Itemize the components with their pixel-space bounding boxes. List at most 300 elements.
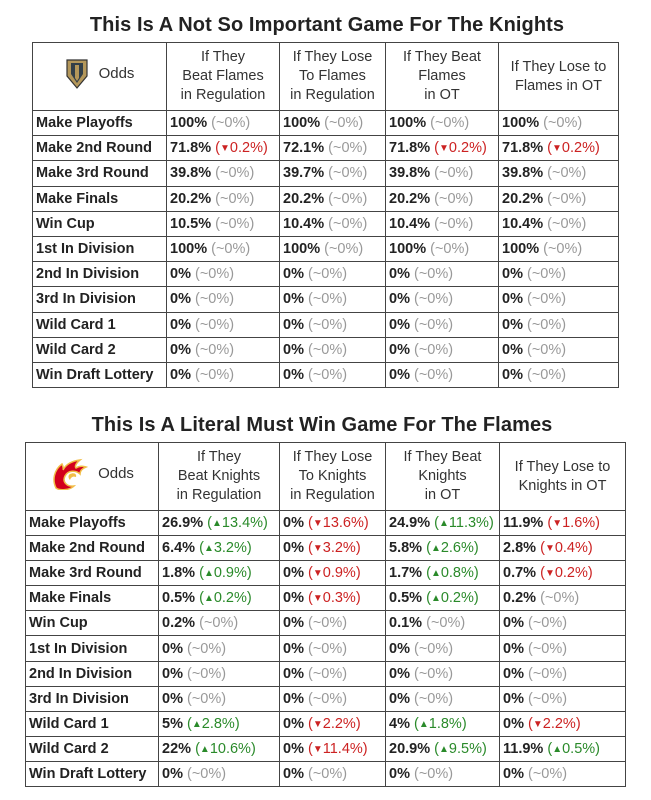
odds-value: 0% — [389, 690, 410, 707]
column-header — [280, 443, 386, 511]
odds-value: 20.9% — [389, 740, 431, 757]
odds-change: (▼1.6%) — [547, 515, 601, 532]
odds-value: 0% — [170, 266, 191, 283]
odds-change-value: 0.4% — [554, 540, 588, 557]
column-header-line: If They — [200, 49, 246, 65]
column-header-line: If They — [196, 449, 242, 465]
odds-change: (~0%) — [308, 366, 348, 383]
column-header-line: Flames — [418, 68, 466, 84]
down-triangle-icon: ▼ — [312, 543, 323, 555]
odds-change: (~0%) — [195, 316, 235, 333]
odds-value: 0% — [283, 540, 304, 557]
odds-change-value: ~0% — [532, 690, 563, 707]
odds-value: 0% — [503, 640, 524, 657]
odds-value: 0% — [503, 665, 524, 682]
row-label: Win Draft Lottery — [26, 761, 159, 786]
odds-change: (▲0.5%) — [547, 740, 601, 757]
odds-value: 0% — [283, 690, 304, 707]
odds-change-value: ~0% — [215, 115, 246, 132]
odds-change: (~0%) — [199, 615, 239, 632]
odds-value: 5.8% — [389, 540, 423, 557]
column-header-line: Knights — [418, 468, 467, 484]
odds-cell — [499, 186, 619, 211]
odds-cell — [159, 711, 280, 736]
odds-change: (▲0.8%) — [426, 565, 479, 582]
odds-cell — [386, 236, 499, 261]
odds-value: 20.2% — [283, 190, 325, 207]
odds-cell — [280, 262, 386, 287]
odds-change-value: ~0% — [418, 316, 449, 333]
odds-change-value: ~0% — [418, 690, 449, 707]
odds-cell — [167, 111, 280, 136]
odds-change: (~0%) — [211, 115, 251, 132]
odds-change-value: ~0% — [220, 190, 250, 207]
odds-cell — [386, 362, 499, 387]
odds-cell — [386, 736, 500, 761]
odds-change: (▲13.4%) — [207, 515, 268, 532]
odds-change-value: 0.2% — [229, 140, 263, 157]
odds-change: (▼3.2%) — [308, 540, 361, 557]
odds-cell — [167, 211, 280, 236]
row-label: Make Finals — [26, 586, 159, 611]
odds-cell — [386, 636, 500, 661]
odds-change: (▼2.2%) — [308, 715, 361, 732]
down-triangle-icon: ▼ — [312, 518, 323, 530]
odds-cell — [280, 236, 386, 261]
odds-change-value: ~0% — [544, 590, 575, 607]
odds-change: (~0%) — [215, 165, 255, 182]
table-row — [33, 337, 619, 362]
odds-change-value: ~0% — [312, 615, 343, 632]
odds-change-value: ~0% — [312, 341, 343, 358]
odds-cell — [167, 362, 280, 387]
odds-cell — [386, 111, 499, 136]
table-row — [26, 761, 626, 786]
odds-change: (~0%) — [328, 215, 368, 232]
odds-value: 20.2% — [170, 190, 212, 207]
odds-cell — [280, 136, 386, 161]
odds-change-value: 0.2% — [448, 140, 482, 157]
odds-value: 0.7% — [503, 565, 537, 582]
odds-change: (▼0.2%) — [540, 565, 593, 582]
odds-change: (▲11.3%) — [434, 515, 494, 532]
down-triangle-icon: ▼ — [312, 718, 323, 730]
odds-value: 11.9% — [503, 515, 544, 532]
odds-value: 0% — [502, 341, 523, 358]
row-label: Wild Card 1 — [26, 711, 159, 736]
odds-change-value: 11.3% — [448, 515, 489, 532]
table-row — [33, 287, 619, 312]
odds-cell — [159, 536, 280, 561]
odds-change-value: ~0% — [439, 165, 469, 182]
odds-cell — [499, 236, 619, 261]
table-row — [33, 186, 619, 211]
odds-value: 0% — [162, 690, 183, 707]
odds-cell — [159, 761, 280, 786]
odds-value: 0% — [170, 316, 191, 333]
odds-change: (~0%) — [308, 291, 348, 308]
odds-change: (~0%) — [547, 190, 587, 207]
odds-change: (~0%) — [414, 316, 454, 333]
odds-value: 39.8% — [389, 165, 431, 182]
up-triangle-icon: ▲ — [203, 543, 214, 555]
table-row — [26, 686, 626, 711]
odds-cell — [386, 511, 500, 536]
row-label: Make 3rd Round — [26, 561, 159, 586]
odds-cell — [386, 186, 499, 211]
column-header-line: If They Beat — [403, 49, 481, 65]
odds-cell — [280, 561, 386, 586]
odds-value: 22% — [162, 740, 192, 757]
odds-value: 100% — [170, 115, 208, 132]
odds-value: 5% — [162, 715, 183, 732]
odds-change: (~0%) — [527, 316, 567, 333]
odds-cell — [500, 761, 626, 786]
odds-cell — [499, 262, 619, 287]
odds-change: (~0%) — [215, 190, 255, 207]
odds-value: 0% — [389, 266, 410, 283]
odds-change: (~0%) — [308, 266, 348, 283]
odds-change-value: ~0% — [531, 366, 562, 383]
odds-cell — [159, 661, 280, 686]
odds-change: (~0%) — [414, 366, 454, 383]
odds-cell — [280, 312, 386, 337]
odds-value: 71.8% — [389, 140, 431, 157]
odds-value: 0% — [389, 341, 410, 358]
odds-value: 0% — [502, 366, 523, 383]
odds-cell — [386, 287, 499, 312]
odds-change-value: ~0% — [312, 316, 343, 333]
odds-change: (▲2.6%) — [426, 540, 479, 557]
odds-value: 10.4% — [283, 215, 325, 232]
row-label: Wild Card 2 — [33, 337, 167, 362]
odds-value: 39.8% — [170, 165, 212, 182]
odds-change: (~0%) — [540, 590, 580, 607]
odds-cell — [500, 686, 626, 711]
odds-cell — [159, 586, 280, 611]
down-triangle-icon: ▼ — [544, 568, 555, 580]
table-row — [26, 711, 626, 736]
odds-change: (▼13.6%) — [308, 515, 369, 532]
odds-cell — [280, 287, 386, 312]
odds-value: 0% — [162, 665, 183, 682]
odds-change: (▲10.6%) — [195, 740, 256, 757]
odds-cell — [386, 136, 499, 161]
row-label: 2nd In Division — [33, 262, 167, 287]
odds-change-value: ~0% — [199, 366, 230, 383]
odds-change: (~0%) — [414, 266, 454, 283]
odds-cell — [499, 362, 619, 387]
odds-cell — [280, 211, 386, 236]
odds-change: (▼0.2%) — [547, 140, 600, 157]
odds-cell — [159, 561, 280, 586]
down-triangle-icon: ▼ — [552, 143, 562, 155]
odds-change: (~0%) — [414, 690, 454, 707]
odds-change-value: ~0% — [547, 241, 578, 258]
row-label: Win Cup — [33, 211, 167, 236]
odds-change: (~0%) — [328, 140, 368, 157]
odds-change: (~0%) — [543, 241, 583, 258]
odds-change-value: ~0% — [532, 615, 563, 632]
odds-cell — [167, 287, 280, 312]
odds-change: (~0%) — [430, 241, 470, 258]
odds-change: (▼0.2%) — [215, 140, 268, 157]
odds-change-value: ~0% — [191, 690, 222, 707]
column-header — [499, 43, 619, 111]
odds-cell — [167, 161, 280, 186]
odds-cell — [386, 611, 500, 636]
odds-cell — [280, 736, 386, 761]
odds-value: 0% — [283, 590, 304, 607]
odds-cell — [280, 186, 386, 211]
table-row — [26, 736, 626, 761]
column-header — [280, 43, 386, 111]
odds-value: 0% — [283, 316, 304, 333]
table-row — [33, 211, 619, 236]
column-header-line: in Regulation — [180, 87, 266, 103]
odds-value: 39.7% — [283, 165, 325, 182]
odds-cell — [386, 161, 499, 186]
odds-cell — [500, 511, 626, 536]
up-triangle-icon: ▲ — [418, 718, 429, 730]
row-label: 1st In Division — [33, 236, 167, 261]
odds-change-value: ~0% — [333, 215, 363, 232]
odds-cell — [500, 736, 626, 761]
odds-change: (~0%) — [543, 115, 583, 132]
odds-change-value: ~0% — [312, 690, 343, 707]
table-row — [26, 536, 626, 561]
odds-change: (~0%) — [308, 640, 348, 657]
flames-odds-table — [25, 442, 626, 787]
odds-cell — [386, 262, 499, 287]
odds-change-value: ~0% — [418, 665, 449, 682]
up-triangle-icon: ▲ — [439, 518, 449, 530]
odds-change: (~0%) — [308, 690, 348, 707]
odds-change: (~0%) — [527, 341, 567, 358]
odds-value: 0% — [283, 515, 304, 532]
table-row — [26, 661, 626, 686]
odds-change: (~0%) — [211, 241, 251, 258]
odds-value: 0% — [283, 615, 304, 632]
odds-cell — [386, 586, 500, 611]
odds-change: (~0%) — [187, 640, 227, 657]
odds-cell — [167, 186, 280, 211]
odds-label: Odds — [98, 65, 135, 82]
knights-odds-table — [32, 42, 619, 388]
odds-change: (~0%) — [426, 615, 466, 632]
table-row — [33, 161, 619, 186]
odds-value: 0% — [389, 640, 410, 657]
odds-cell — [280, 536, 386, 561]
odds-cell — [280, 161, 386, 186]
column-header-line: If They Lose — [292, 49, 373, 65]
row-label: Make Finals — [33, 186, 167, 211]
table-row — [33, 136, 619, 161]
column-header-line: Knights in OT — [518, 477, 607, 494]
odds-label: Odds — [98, 465, 134, 482]
odds-value: 0% — [389, 765, 410, 782]
column-header — [386, 43, 499, 111]
odds-change-value: ~0% — [199, 341, 230, 358]
column-header-line: If They Lose to — [514, 458, 611, 475]
odds-change-value: ~0% — [215, 241, 246, 258]
odds-change-value: ~0% — [203, 615, 234, 632]
column-header-line: If They Lose — [292, 449, 373, 465]
odds-change-value: ~0% — [312, 266, 343, 283]
knights-table-title: This Is A Not So Important Game For The Knights — [89, 14, 565, 36]
odds-change-value: ~0% — [191, 665, 222, 682]
odds-value: 0% — [283, 640, 304, 657]
odds-change: (▲9.5%) — [434, 740, 487, 757]
odds-change: (~0%) — [527, 291, 567, 308]
odds-cell — [386, 536, 500, 561]
odds-change: (~0%) — [187, 765, 227, 782]
odds-cell — [386, 686, 500, 711]
row-label: Make Playoffs — [26, 511, 159, 536]
up-triangle-icon: ▲ — [430, 543, 441, 555]
odds-cell — [500, 586, 626, 611]
odds-change-value: 2.2% — [322, 715, 356, 732]
up-triangle-icon: ▲ — [439, 743, 449, 755]
odds-value: 0% — [170, 366, 191, 383]
odds-change-value: 2.8% — [201, 715, 235, 732]
odds-change: (~0%) — [324, 115, 364, 132]
up-triangle-icon: ▲ — [199, 743, 210, 755]
odds-change: (~0%) — [215, 215, 255, 232]
odds-cell — [280, 686, 386, 711]
odds-value: 0% — [170, 291, 191, 308]
odds-cell — [499, 161, 619, 186]
table-row — [33, 312, 619, 337]
odds-change-value: ~0% — [418, 765, 449, 782]
odds-value: 0% — [389, 665, 410, 682]
odds-value: 72.1% — [283, 140, 325, 157]
odds-value: 71.8% — [170, 140, 212, 157]
calgary-flames-c-icon — [50, 458, 88, 490]
odds-change: (~0%) — [328, 165, 368, 182]
odds-value: 11.9% — [503, 740, 544, 757]
odds-change: (▲3.2%) — [199, 540, 252, 557]
odds-cell — [500, 611, 626, 636]
odds-value: 2.8% — [503, 540, 537, 557]
odds-change: (~0%) — [308, 665, 348, 682]
odds-change: (▲2.8%) — [187, 715, 240, 732]
down-triangle-icon: ▼ — [312, 568, 323, 580]
odds-value: 0.5% — [389, 590, 423, 607]
odds-change-value: ~0% — [312, 665, 343, 682]
column-header — [500, 443, 626, 511]
odds-cell — [499, 211, 619, 236]
odds-value: 0% — [170, 341, 191, 358]
odds-change-value: ~0% — [191, 640, 222, 657]
odds-value: 0% — [389, 366, 410, 383]
odds-cell — [159, 686, 280, 711]
odds-cell — [386, 711, 500, 736]
odds-change-value: ~0% — [333, 140, 363, 157]
row-label: Make 3rd Round — [33, 161, 167, 186]
odds-change-value: 1.8% — [428, 715, 462, 732]
odds-cell — [167, 312, 280, 337]
odds-change: (▼11.4%) — [308, 740, 368, 757]
odds-change: (~0%) — [187, 690, 227, 707]
row-label: 2nd In Division — [26, 661, 159, 686]
odds-change-value: 0.9% — [322, 565, 356, 582]
column-header-line: If They Lose to — [510, 58, 607, 75]
odds-change: (~0%) — [434, 215, 474, 232]
odds-change: (~0%) — [527, 366, 567, 383]
odds-value: 0% — [283, 765, 304, 782]
odds-change: (~0%) — [547, 165, 587, 182]
row-label: 3rd In Division — [26, 686, 159, 711]
odds-value: 100% — [389, 115, 427, 132]
table-row — [26, 561, 626, 586]
odds-cell — [499, 312, 619, 337]
table-row — [33, 262, 619, 287]
odds-change: (~0%) — [414, 291, 454, 308]
column-header-line: in OT — [424, 487, 461, 503]
odds-value: 24.9% — [389, 515, 431, 532]
odds-value: 10.4% — [502, 215, 544, 232]
odds-cell — [280, 586, 386, 611]
odds-value: 20.2% — [389, 190, 431, 207]
knights-corner-cell — [33, 43, 167, 111]
odds-change-value: ~0% — [430, 615, 461, 632]
up-triangle-icon: ▲ — [203, 593, 214, 605]
odds-value: 0% — [162, 765, 183, 782]
odds-change-value: 0.8% — [440, 565, 474, 582]
odds-value: 0.2% — [162, 615, 196, 632]
odds-cell — [159, 736, 280, 761]
odds-change: (▼0.9%) — [308, 565, 361, 582]
odds-value: 4% — [389, 715, 410, 732]
odds-value: 0% — [503, 615, 524, 632]
odds-cell — [499, 136, 619, 161]
odds-value: 0% — [502, 266, 523, 283]
odds-change: (~0%) — [187, 665, 227, 682]
odds-change: (▼0.3%) — [308, 590, 361, 607]
table-row — [26, 586, 626, 611]
odds-value: 0% — [162, 640, 183, 657]
up-triangle-icon: ▲ — [203, 568, 214, 580]
odds-change-value: ~0% — [418, 366, 449, 383]
odds-change-value: ~0% — [312, 765, 343, 782]
column-header-line: If They Beat — [403, 449, 482, 465]
column-header-line: Beat Knights — [177, 468, 261, 484]
odds-change: (~0%) — [414, 765, 454, 782]
flames-table-title: This Is A Literal Must Win Game For The Flames — [91, 414, 553, 436]
odds-change-value: 0.2% — [561, 140, 595, 157]
odds-change-value: ~0% — [328, 241, 359, 258]
odds-change-value: ~0% — [199, 291, 230, 308]
odds-cell — [386, 211, 499, 236]
odds-change: (~0%) — [528, 690, 568, 707]
down-triangle-icon: ▼ — [532, 718, 543, 730]
odds-value: 20.2% — [502, 190, 544, 207]
up-triangle-icon: ▲ — [430, 568, 441, 580]
odds-change: (~0%) — [308, 316, 348, 333]
odds-change-value: ~0% — [199, 316, 230, 333]
up-triangle-icon: ▲ — [552, 743, 563, 755]
odds-change-value: ~0% — [439, 215, 469, 232]
column-header-line: in Regulation — [290, 87, 375, 103]
odds-change-value: ~0% — [312, 291, 343, 308]
odds-change-value: ~0% — [418, 291, 449, 308]
row-label: Make 2nd Round — [33, 136, 167, 161]
odds-cell — [280, 611, 386, 636]
odds-change: (~0%) — [195, 266, 235, 283]
odds-cell — [159, 511, 280, 536]
odds-value: 0% — [389, 316, 410, 333]
